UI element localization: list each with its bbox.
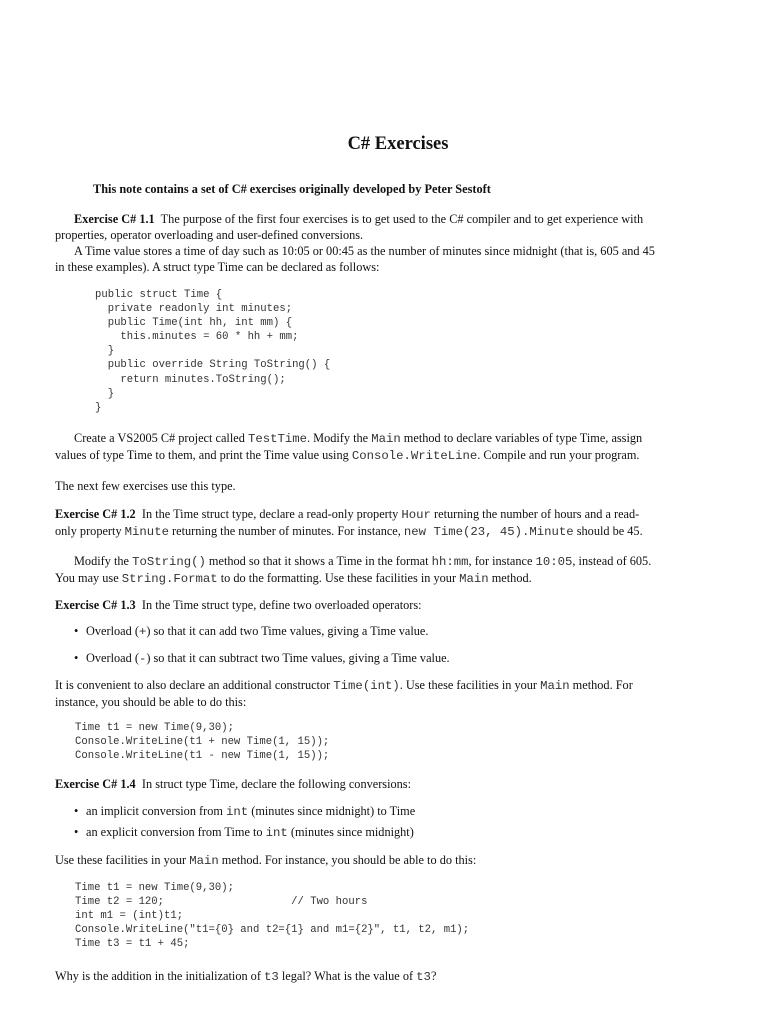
- bullet-item-overload-minus: • Overload (-) so that it can subtract two Time values, giving a Time value.: [74, 651, 450, 666]
- bullet-item-explicit-conversion: • an explicit conversion from Time to int (minutes since midnight): [74, 825, 414, 840]
- bullet-item-implicit-conversion: • an implicit conversion from int (minutes since midnight) to Time: [74, 804, 416, 819]
- bullet-icon: •: [74, 804, 79, 818]
- exercise-1-1-next: The next few exercises use this type.: [55, 479, 236, 493]
- exercise-1-4-question: Why is the addition in the initialization of t3 legal? What is the value of t3?: [55, 969, 437, 984]
- document-title: C# Exercises: [347, 134, 449, 154]
- exercise-1-1-description: A Time value stores a time of day such as 10:05 or 00:45 as the number of minutes since midnight (that is, 605 and 45 in these examples). A struct type Time can be declared as follows:: [55, 244, 655, 274]
- exercise-1-1-label: Exercise C# 1.1: [74, 212, 155, 226]
- abstract-note: This note contains a set of C# exercises originally developed by Peter Sestoft: [93, 182, 491, 196]
- exercise-1-1-intro: Exercise C# 1.1 The purpose of the first four exercises is to get used to the C# compiler and to get experience with properties, operator overloading and user-defined conversions.: [55, 212, 644, 242]
- exercise-1-4-label: Exercise C# 1.4: [55, 777, 136, 791]
- bullet-icon: •: [74, 624, 79, 638]
- exercise-1-4-usage: Use these facilities in your Main method. For instance, you should be able to do this:: [55, 853, 477, 868]
- exercise-1-2-text: Exercise C# 1.2 In the Time struct type, declare a read-only property Hour returning the number of hours and a read-only property Minute returning the number of minutes. For instance, new Time(23, 45).Minute should be 45.: [55, 507, 643, 539]
- code-block-conversions: Time t1 = new Time(9,30); Time t2 = 120; // Two hours int m1 = (int)t1; Console.WriteLine("t1={0} and t2={1} and m1={2}", t1, t2, m1); Time t3 = t1 + 45;: [75, 882, 470, 951]
- bullet-icon: •: [74, 651, 79, 665]
- exercise-1-3-intro: Exercise C# 1.3 In the Time struct type, define two overloaded operators:: [55, 598, 422, 612]
- exercise-1-1-task: Create a VS2005 C# project called TestTime. Modify the Main method to declare variables of type Time, assign values of type Time to them, and print the Time value using Console.WriteLine. Compile and run your program.: [55, 431, 643, 463]
- exercise-1-3-label: Exercise C# 1.3: [55, 598, 136, 612]
- exercise-1-2-modify: Modify the ToString() method so that it shows a Time in the format hh:mm, for instance 10:05, instead of 605. You may use String.Format to do the formatting. Use these facilities in your Main method.: [55, 554, 652, 586]
- bullet-icon: •: [74, 825, 79, 839]
- bullet-item-overload-plus: • Overload (+) so that it can add two Time values, giving a Time value.: [74, 624, 429, 639]
- exercise-1-4-intro: Exercise C# 1.4 In struct type Time, declare the following conversions:: [55, 777, 411, 791]
- code-block-operators: Time t1 = new Time(9,30); Console.WriteLine(t1 + new Time(1, 15)); Console.WriteLine(t1 - new Time(1, 15));: [75, 722, 330, 763]
- exercise-1-3-constructor: It is convenient to also declare an additional constructor Time(int). Use these facilities in your Main method. For instance, you should be able to do this:: [55, 678, 633, 709]
- exercise-1-2-label: Exercise C# 1.2: [55, 507, 136, 521]
- code-block-struct-time: public struct Time { private readonly int minutes; public Time(int hh, int mm) { this.minutes = 60 * hh + mm; } public override String ToString() { return minutes.ToString(); } }: [95, 289, 331, 414]
